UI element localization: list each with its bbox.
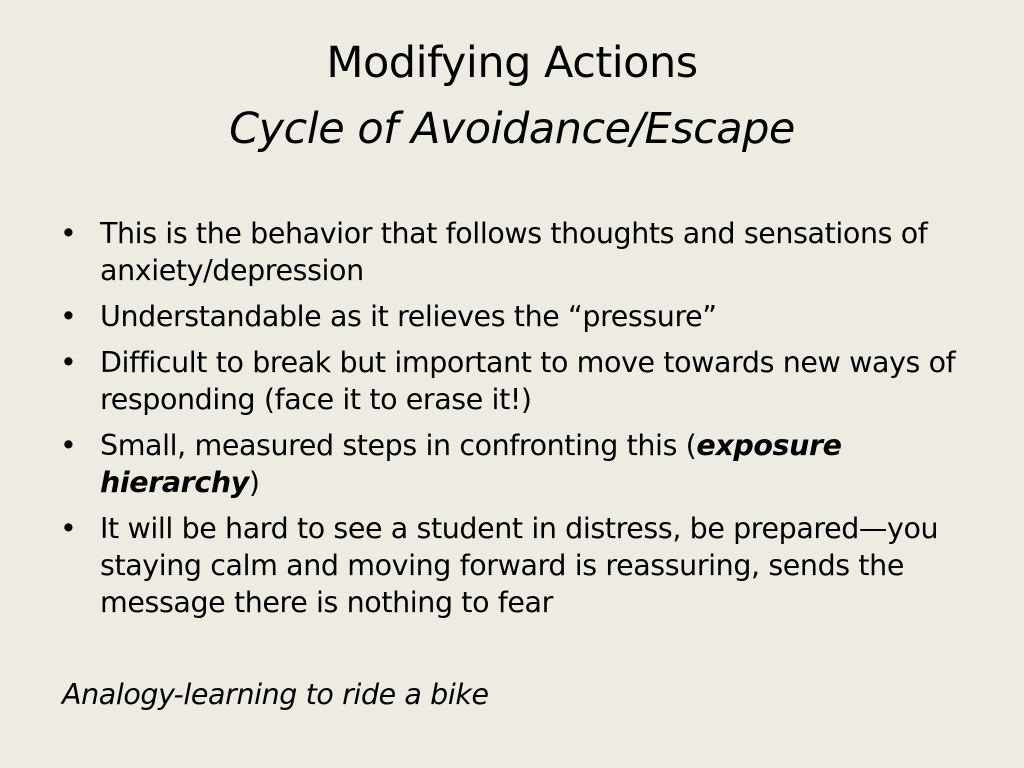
bullet-item — [60, 427, 960, 501]
bullet-icon: • — [60, 429, 77, 462]
bullet-list — [60, 215, 960, 630]
title-block — [0, 30, 1024, 162]
bullet-item — [60, 298, 960, 335]
bullet-item — [60, 344, 960, 418]
bullet-icon: • — [60, 346, 77, 379]
analogy-note: Analogy-learning to ride a bike — [62, 678, 489, 711]
slide-title: Modifying Actions — [326, 38, 698, 88]
bullet-item — [60, 510, 960, 621]
bullet-text-after: ) — [248, 466, 260, 499]
bullet-item — [60, 215, 960, 289]
bullet-text: It will be hard to see a student in distress, be prepared—you staying calm and moving forward is reassuring, sends the message there is nothing to fear — [100, 512, 939, 619]
slide-subtitle: Cycle of Avoidance/Escape — [229, 104, 795, 154]
bullet-text: This is the behavior that follows thoughts and sensations of anxiety/depression — [100, 217, 928, 287]
bullet-text: Difficult to break but important to move towards new ways of responding (face it to erase it!) — [100, 346, 956, 416]
bullet-text-before: Small, measured steps in confronting this ( — [100, 429, 697, 462]
bullet-icon: • — [60, 300, 77, 333]
bullet-emphasis: exposure hierarchy — [100, 429, 842, 499]
bullet-icon: • — [60, 512, 77, 545]
bullet-icon: • — [60, 217, 77, 250]
bullet-text: Understandable as it relieves the “pressure” — [100, 300, 717, 333]
